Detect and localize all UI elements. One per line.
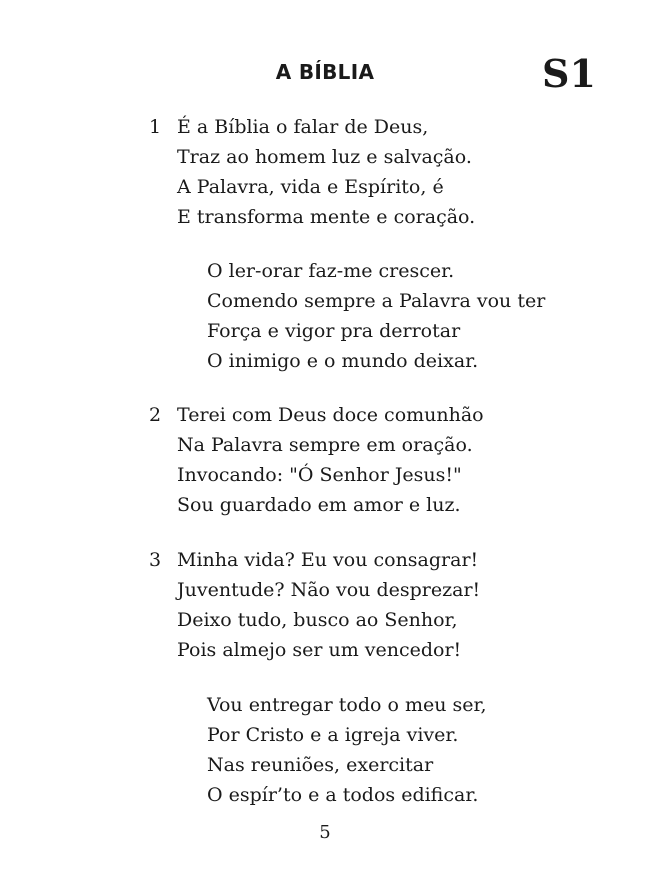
lyric-line: Juventude? Não vou desprezar! [177,579,481,601]
lyric-line: A Palavra, vida e Espírito, é [177,176,444,198]
stanza-number: 3 [149,549,162,571]
lyric-line: É a Bíblia o falar de Deus, [177,116,429,138]
lyric-line: O inimigo e o mundo deixar. [207,350,479,372]
lyric-line: Na Palavra sempre em oração. [177,434,473,456]
lyric-line: Invocando: "Ó Senhor Jesus!" [177,464,462,486]
lyric-line: Pois almejo ser um vencedor! [177,639,462,661]
lyric-line: O ler-orar faz-me crescer. [207,260,455,282]
lyric-line: Traz ao homem luz e salvação. [177,146,472,168]
stanza-1 [149,112,476,232]
chorus-2 [207,690,487,810]
stanza-number: 1 [149,116,162,138]
stanza-number: 2 [149,404,162,426]
lyric-line: Deixo tudo, busco ao Senhor, [177,609,458,631]
lyric-line: Sou guardado em amor e luz. [177,494,461,516]
lyric-line: Minha vida? Eu vou consagrar! [177,549,479,571]
page-number: 5 [319,822,331,843]
lyric-line: Comendo sempre a Palavra vou ter [207,290,546,312]
hymn-title: A BÍBLIA [275,60,375,84]
lyric-line: Por Cristo e a igreja viver. [207,724,459,746]
chorus-1 [207,256,545,376]
lyric-line: O espír’to e a todos edificar. [207,784,479,806]
lyric-line: Terei com Deus doce comunhão [177,404,484,426]
stanza-3 [149,545,481,665]
hymn-code: S1 [542,51,596,96]
lyric-line: E transforma mente e coração. [177,206,476,228]
stanza-2 [149,400,484,520]
lyric-line: Força e vigor pra derrotar [207,320,461,342]
lyric-line: Nas reuniões, exercitar [207,754,434,776]
lyric-line: Vou entregar todo o meu ser, [207,694,487,716]
